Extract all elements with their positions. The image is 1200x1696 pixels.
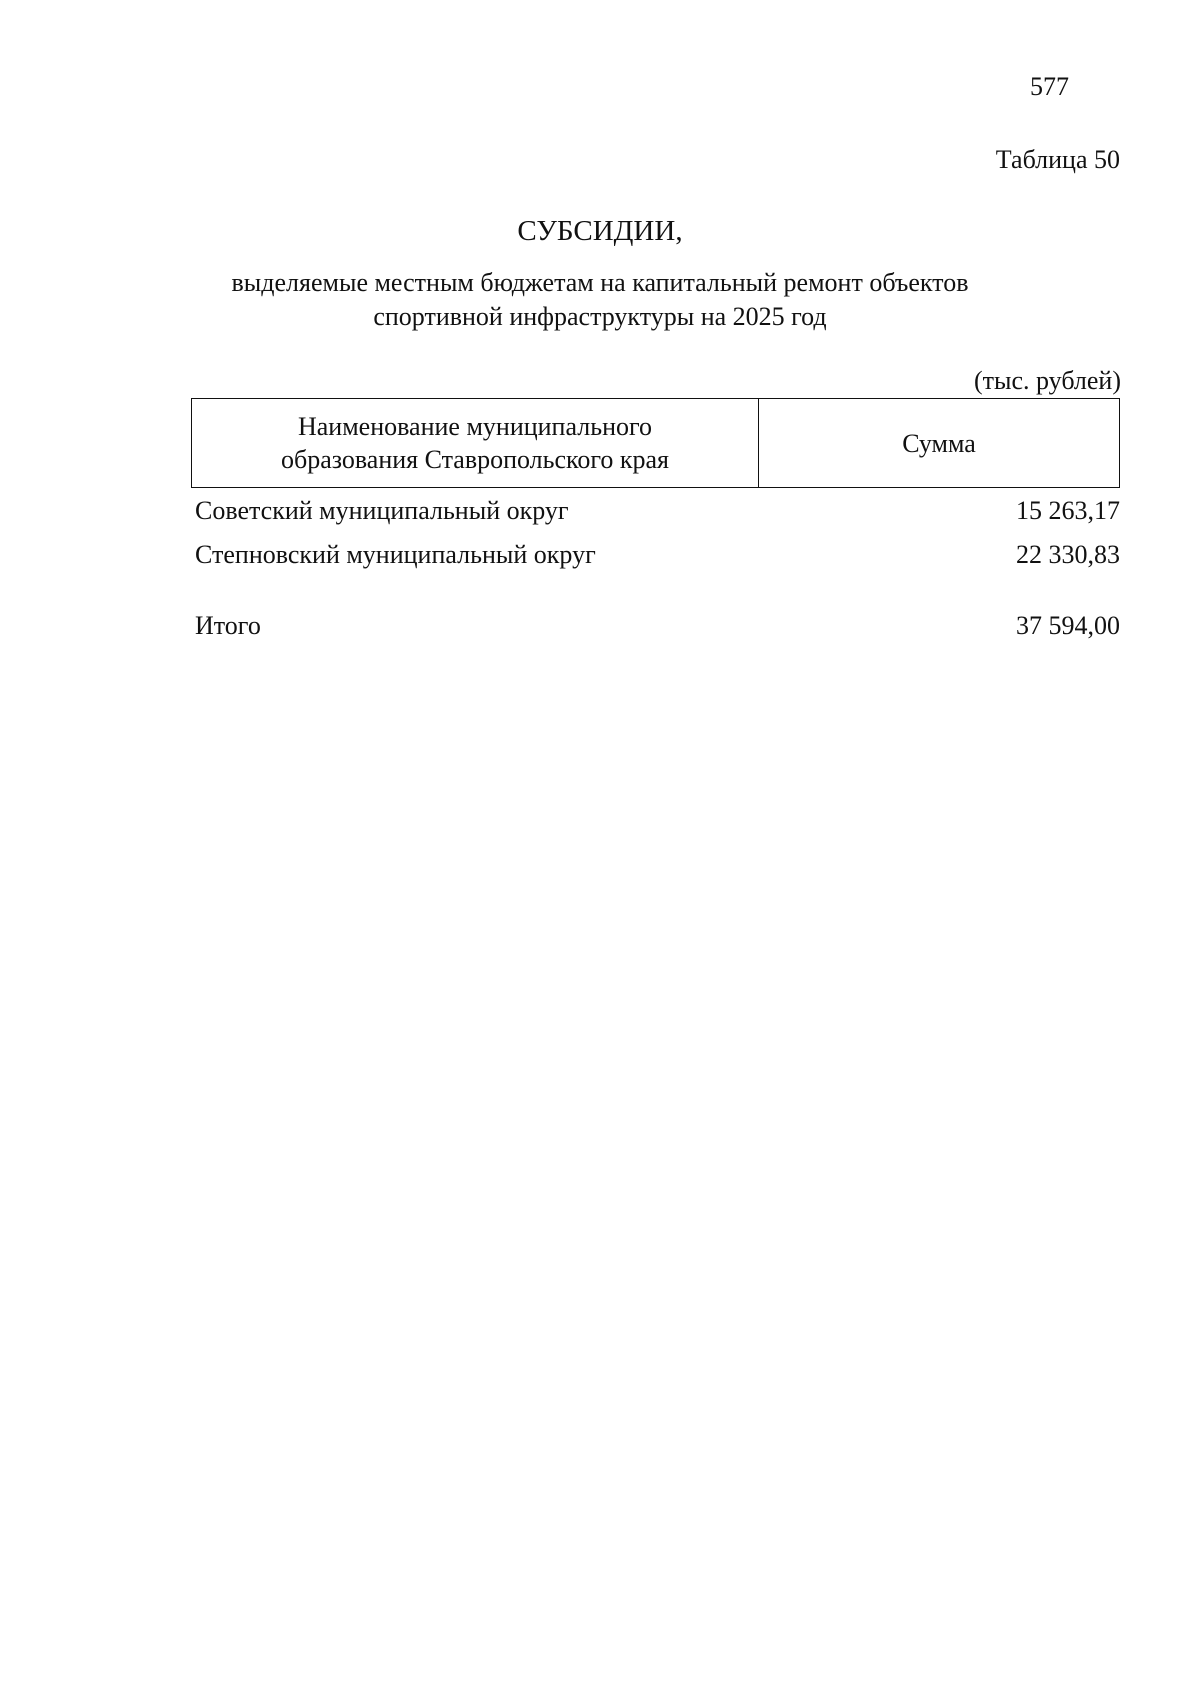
total-amount: 37 594,00: [1016, 611, 1120, 640]
header-name-line: образования Ставропольского края: [280, 445, 670, 474]
subtitle-line: спортивной инфраструктуры на 2025 год: [373, 302, 827, 331]
units-note: (тыс. рублей): [973, 366, 1121, 395]
table-label: Таблица 50: [995, 145, 1120, 174]
document-subtitle: [0, 266, 1200, 334]
header-name-line: Наименование муниципального: [297, 412, 653, 441]
total-label: Итого: [195, 611, 261, 640]
table-total-row: [195, 610, 1120, 642]
table-body: [195, 489, 1120, 577]
row-municipality: Советский муниципальный округ: [195, 496, 569, 525]
table-row: [195, 533, 1120, 577]
row-amount: 15 263,17: [1016, 496, 1120, 525]
page-number: 577: [1030, 72, 1069, 101]
header-municipality-name: [192, 399, 759, 487]
table-header: [191, 398, 1120, 488]
row-amount: 22 330,83: [1016, 540, 1120, 569]
header-sum: Сумма: [902, 428, 976, 458]
row-municipality: Степновский муниципальный округ: [195, 540, 596, 569]
table-row: [195, 489, 1120, 533]
document-title: СУБСИДИИ,: [517, 215, 683, 247]
subtitle-line: выделяемые местным бюджетам на капитальный ремонт объектов: [231, 268, 969, 297]
